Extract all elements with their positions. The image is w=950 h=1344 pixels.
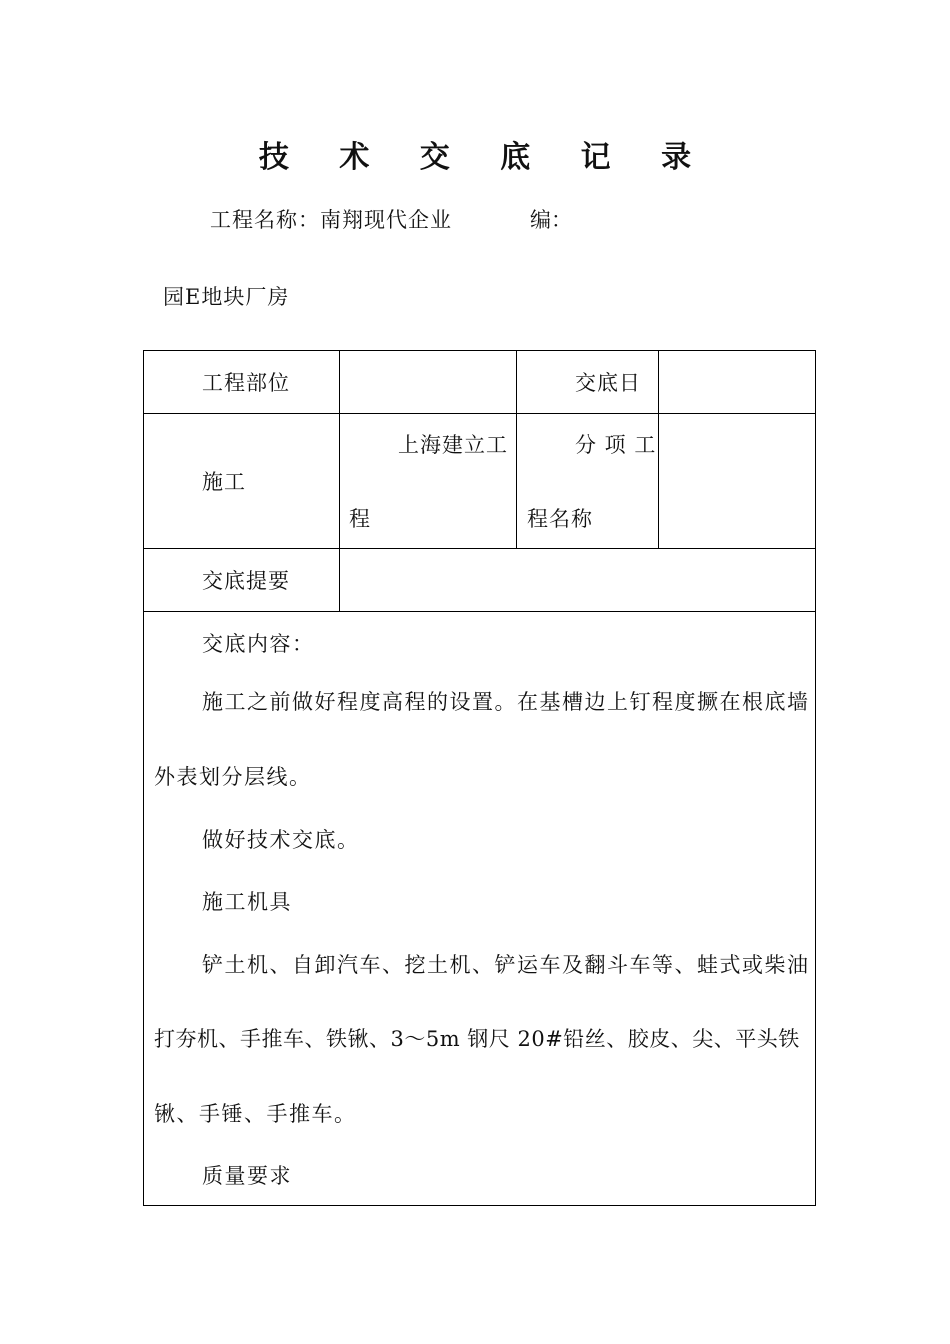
construction-label: 施工: [202, 470, 246, 494]
construction-value-line2: 程: [349, 507, 371, 531]
date-label: 交底日: [575, 371, 641, 395]
table-row-divider: [143, 548, 816, 549]
document-title: 技 术 交 底 记 录: [258, 140, 712, 175]
table-row-divider: [143, 611, 816, 612]
project-name-continued: 园E地块厂房: [163, 285, 290, 309]
summary-label: 交底提要: [202, 569, 290, 593]
content-heading: 交底内容：: [202, 632, 315, 656]
table-column-divider: [339, 350, 340, 612]
table-row-divider: [143, 413, 816, 414]
project-code-label: 编：: [530, 208, 572, 232]
table-column-divider: [658, 350, 659, 549]
content-line: 施工机具: [202, 890, 292, 914]
sub-item-label-line1: 分 项 工: [575, 433, 657, 457]
content-line: 做好技术交底。: [202, 828, 360, 852]
sub-item-label-line2: 程名称: [527, 507, 593, 531]
content-line: 铲土机、自卸汽车、挖土机、铲运车及翻斗车等、蛙式或柴油: [202, 953, 810, 977]
part-label: 工程部位: [202, 371, 290, 395]
content-line: 施工之前做好程度高程的设置。在基槽边上钉程度撅在根底墙: [202, 690, 810, 714]
content-line: 外表划分层线。: [154, 765, 312, 789]
table-column-divider: [516, 350, 517, 549]
project-name: 工程名称：南翔现代企业: [210, 208, 452, 232]
content-line: 打夯机、手推车、铁锹、3～5m 钢尺 20#铅丝、胶皮、尖、平头铁: [154, 1027, 800, 1051]
content-line: 质量要求: [202, 1164, 292, 1188]
content-line: 锹、手锤、手推车。: [154, 1102, 357, 1126]
construction-value-line1: 上海建立工: [398, 433, 508, 457]
